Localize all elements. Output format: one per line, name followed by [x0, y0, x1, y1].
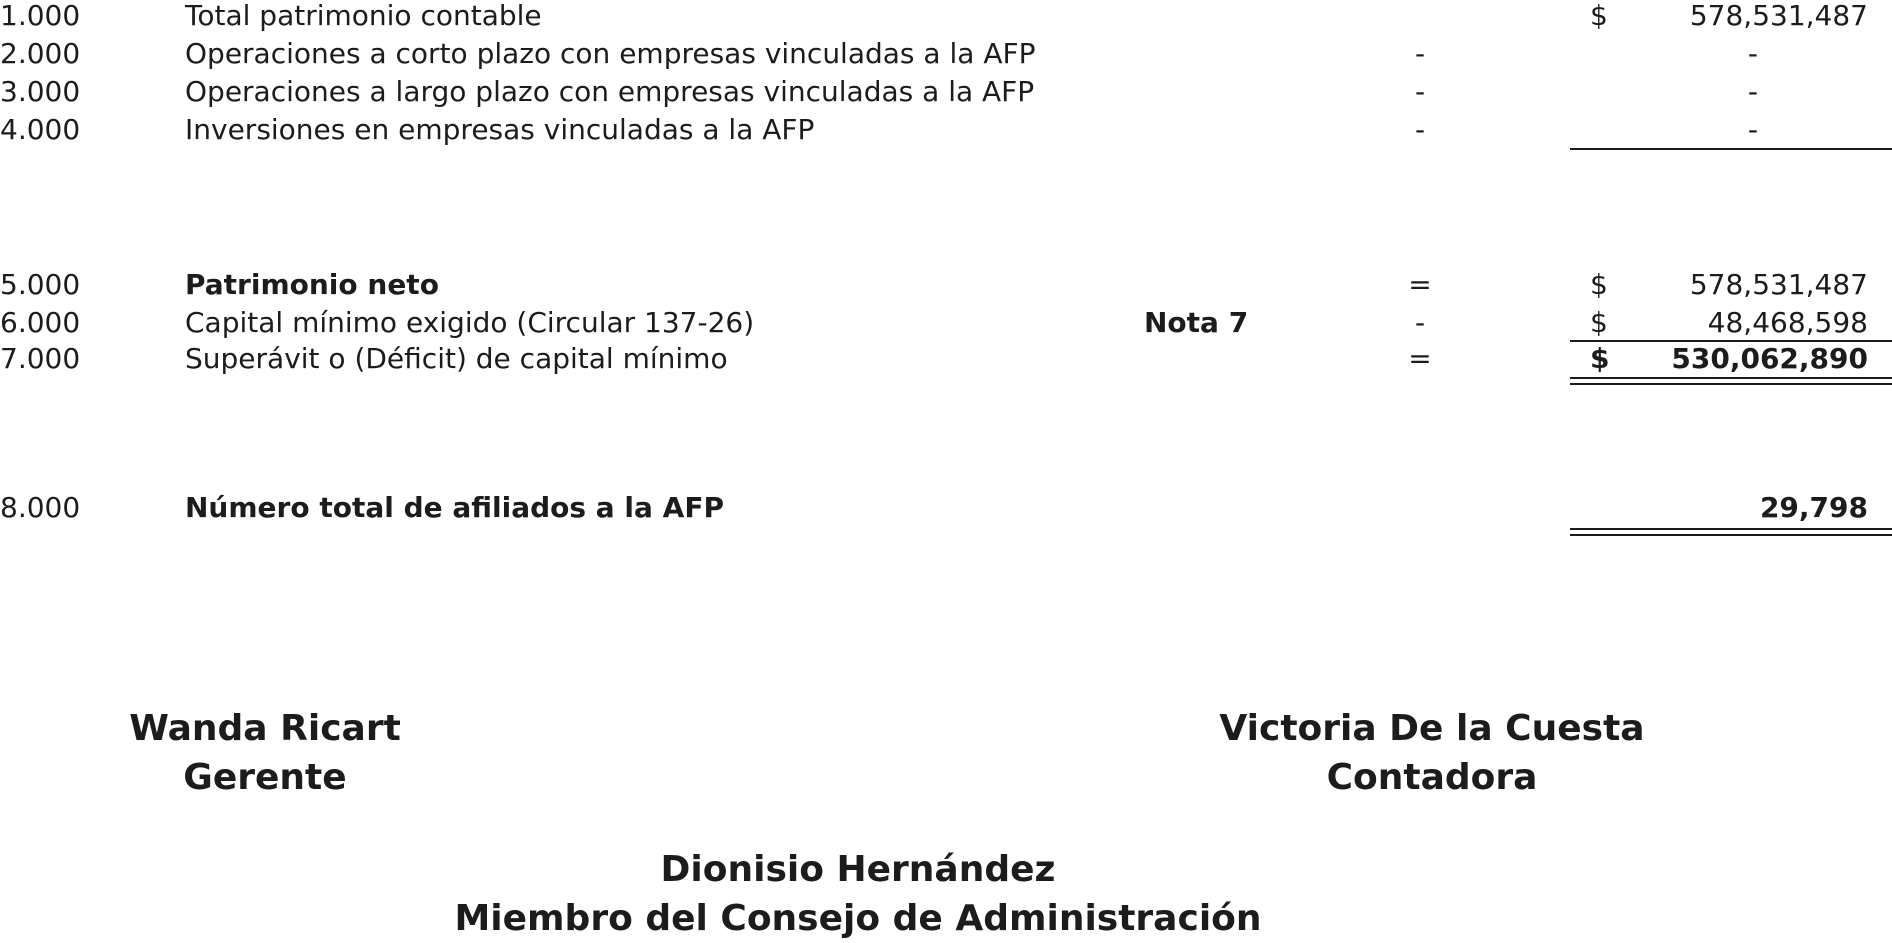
operator-sign: =: [1408, 342, 1432, 375]
row-code: 7.000: [0, 342, 81, 375]
signature-left: [65, 705, 465, 802]
operator-sign: -: [1414, 75, 1426, 108]
currency-symbol: $: [1590, 306, 1608, 339]
row-label-patrimonio-neto: Patrimonio neto: [185, 268, 439, 301]
row-code: 3.000: [0, 75, 81, 108]
row-label-afiliados: Número total de afiliados a la AFP: [185, 491, 724, 524]
row-label-inversiones: Inversiones en empresas vinculadas a la AFP: [185, 113, 815, 146]
row-amount: 578,531,487: [1689, 0, 1868, 32]
operator-sign: -: [1414, 113, 1426, 146]
total-double-rule: [1570, 377, 1892, 385]
operator-sign: -: [1414, 306, 1426, 339]
row-amount-total: 530,062,890: [1671, 342, 1868, 375]
signature-title: Miembro del Consejo de Administración: [454, 897, 1262, 939]
operator-sign: =: [1408, 268, 1432, 301]
currency-symbol: $: [1590, 342, 1610, 375]
signature-title: Gerente: [183, 756, 347, 798]
signature-name: Dionisio Hernández: [660, 849, 1056, 890]
row-code: 4.000: [0, 113, 81, 146]
signature-title: Contadora: [1326, 756, 1538, 798]
row-code: 2.000: [0, 37, 81, 70]
signature-center: [333, 846, 1383, 943]
operator-sign: -: [1414, 37, 1426, 70]
row-label-largo-plazo: Operaciones a largo plazo con empresas vinculadas a la AFP: [185, 75, 1035, 108]
row-amount: -: [1747, 75, 1758, 108]
row-amount: -: [1747, 37, 1758, 70]
row-label-corto-plazo: Operaciones a corto plazo con empresas vinculadas a la AFP: [185, 37, 1036, 70]
row-code: 6.000: [0, 306, 81, 339]
currency-symbol: $: [1590, 0, 1608, 32]
row-amount: -: [1747, 113, 1758, 146]
row-amount-afiliados: 29,798: [1759, 491, 1868, 524]
signature-name: Victoria De la Cuesta: [1219, 708, 1645, 749]
row-label-capital-minimo: Capital mínimo exigido (Circular 137-26): [185, 306, 755, 339]
total-double-rule: [1570, 528, 1892, 536]
row-code: 1.000: [0, 0, 81, 32]
row-code: 8.000: [0, 491, 81, 524]
subtotal-rule: [1570, 148, 1892, 150]
row-amount: 578,531,487: [1689, 268, 1868, 301]
signature-name: Wanda Ricart: [129, 708, 401, 749]
row-amount: 48,468,598: [1707, 306, 1868, 339]
note-reference: Nota 7: [1144, 306, 1249, 339]
currency-symbol: $: [1590, 268, 1608, 301]
row-label-total-patrimonio: Total patrimonio contable: [185, 0, 542, 32]
row-label-superavit: Superávit o (Déficit) de capital mínimo: [185, 342, 728, 375]
signature-right: [1132, 705, 1732, 802]
row-code: 5.000: [0, 268, 81, 301]
